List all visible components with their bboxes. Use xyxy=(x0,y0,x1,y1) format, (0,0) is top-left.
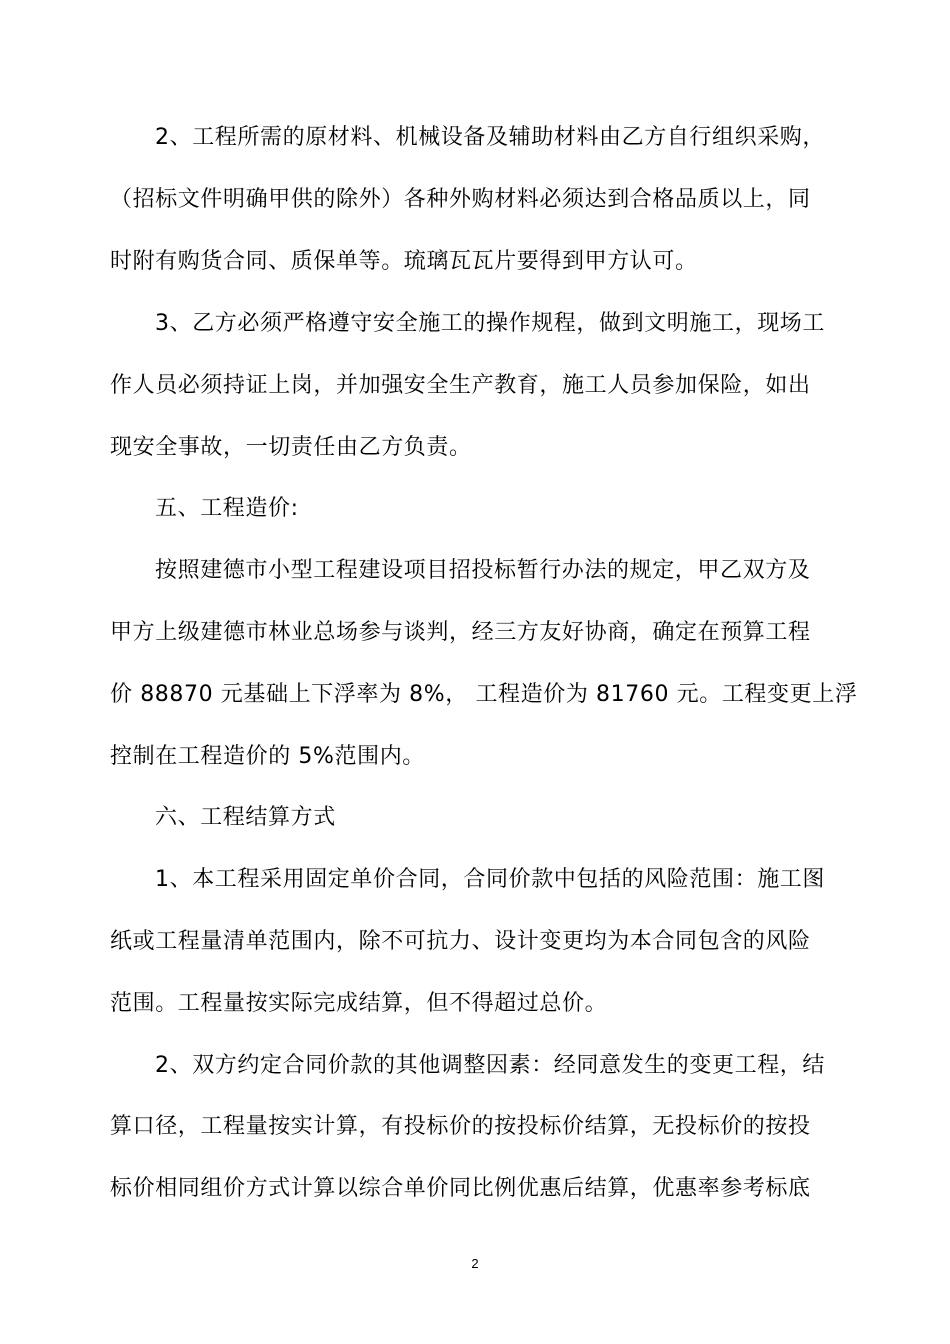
paragraph-line: 控制在工程造价的 5%范围内。 xyxy=(110,744,425,769)
paragraph-line: 现安全事故，一切责任由乙方负责。 xyxy=(110,435,472,460)
paragraph-line: （招标文件明确甲供的除外）各种外购材料必须达到合格品质以上，同 xyxy=(110,187,811,212)
page-number: 2 xyxy=(471,1256,479,1271)
paragraph-line: 纸或工程量清单范围内，除不可抗力、设计变更均为本合同包含的风险 xyxy=(110,929,811,954)
paragraph-line: 甲方上级建德市林业总场参与谈判，经三方友好协商，确定在预算工程 xyxy=(110,620,811,645)
paragraph-line: 价 88870 元基础上下浮率为 8%， 工程造价为 81760 元。工程变更上浮 xyxy=(110,682,858,707)
section-heading: 五、工程造价: xyxy=(155,496,299,521)
section-heading: 六、工程结算方式 xyxy=(155,805,336,830)
paragraph-line: 3、乙方必须严格遵守安全施工的操作规程，做到文明施工，现场工 xyxy=(155,311,825,336)
paragraph-line: 时附有购货合同、质保单等。琉璃瓦瓦片要得到甲方认可。 xyxy=(110,249,698,274)
paragraph-line: 按照建德市小型工程建设项目招投标暂行办法的规定，甲乙双方及 xyxy=(155,558,811,583)
paragraph-line: 算口径，工程量按实计算，有投标价的按投标价结算，无投标价的按投 xyxy=(110,1114,811,1139)
paragraph-line: 1、本工程采用固定单价合同，合同价款中包括的风险范围：施工图 xyxy=(155,867,825,892)
paragraph-line: 范围。工程量按实际完成结算，但不得超过总价。 xyxy=(110,991,608,1016)
paragraph-line: 作人员必须持证上岗，并加强安全生产教育，施工人员参加保险，如出 xyxy=(110,373,811,398)
paragraph-line: 2、双方约定合同价款的其他调整因素：经同意发生的变更工程，结 xyxy=(155,1053,825,1078)
paragraph-line: 标价相同组价方式计算以综合单价同比例优惠后结算，优惠率参考标底 xyxy=(110,1176,811,1201)
paragraph-line: 2、工程所需的原材料、机械设备及辅助材料由乙方自行组织采购， xyxy=(155,125,825,150)
